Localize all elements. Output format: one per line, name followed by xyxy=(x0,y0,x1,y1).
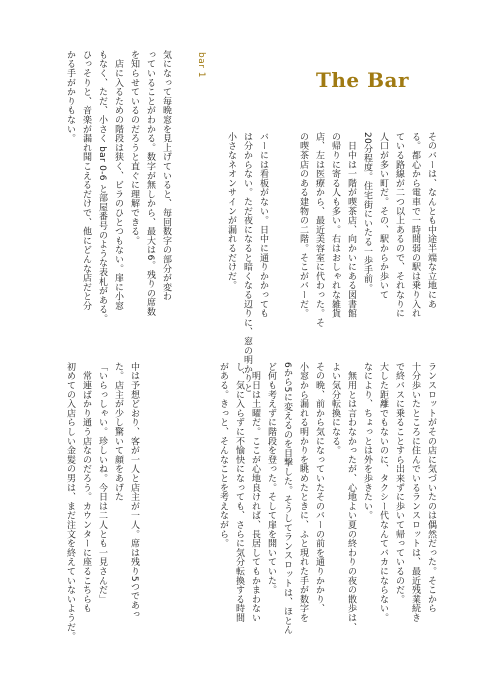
text-line: ひっそりと、音楽が漏れ聞こえるだけで、他にどんな店だと分 xyxy=(81,50,91,311)
text-line: っていることがわかる。数字が無しから、最大は6。残りの席数 xyxy=(145,50,155,317)
text-line: 明日は土曜だ。ここが心地良ければ、長居してもかまわない xyxy=(250,362,260,623)
text-line: 気になって毎晩窓を見上げていると、毎回数字の部分が変わ xyxy=(161,50,171,302)
text-line: の帰りに寄る人も多い。右はおしゃれな雑貨 xyxy=(330,132,340,318)
text-line: を知らせているのだろうと直ぐに理解できる。 xyxy=(129,50,139,246)
text-line: 小さなネオンサインが漏れるだけだ。 xyxy=(226,132,236,291)
text-line: もなく、ただ、小さく bar 0-6 と部屋番号のような表札がある。 xyxy=(97,50,107,324)
page-title: The Bar xyxy=(316,68,410,92)
text-line: た。店主が少し驚いて顔をあげた xyxy=(113,362,123,502)
text-line: なにより、ちょっとは外を歩きたい。 xyxy=(362,362,372,521)
text-line: よい気分転換になる。 xyxy=(330,362,340,455)
text-line: 6から5に変えるのを目撃した。そうしてランスロットは、ほとん xyxy=(282,362,292,635)
text-block-upper-middle xyxy=(223,132,271,393)
text-line: る。都心から電車で一時間弱の駅は乗り入れ xyxy=(410,132,420,318)
text-line: は分からない。ただ夜になると暗くなる辺りに、窓の明かりと xyxy=(242,132,252,393)
text-line: 初めての入店らしい金髪の男は、まだ注文を終えていないようだ。 xyxy=(65,362,75,641)
text-line: し、気に入らずに不愉快になっても、さらに気分転換する時間 xyxy=(234,362,244,623)
text-line: バーには看板がない。日中に通りかかっても xyxy=(258,132,268,318)
text-line: 中は予想どおり、客が一人と店主が一人。席は残り5つであっ xyxy=(129,362,139,620)
text-line: ど何も考えずに階段を登った。そして扉を開いていた。 xyxy=(266,362,276,595)
text-block-upper-left xyxy=(62,50,174,324)
text-line: 店、左は医療から、最近美容室に代わった。そ xyxy=(314,132,324,328)
text-block-lower-left xyxy=(62,362,142,658)
text-line: 人口が多い町だ。その、駅からか歩いて xyxy=(378,132,388,300)
text-line: 「いらっしゃい。珍しいね。今日は二人とも一見さんだ」 xyxy=(97,362,107,604)
text-line: 常連ばかり通う店なのだろう。カウンターに座るこちらも xyxy=(81,362,91,614)
text-line: 小窓から漏れる明かりを眺めたときに、ふと現れた手が数字を xyxy=(298,362,308,623)
text-block-lower-right xyxy=(215,362,439,658)
text-line: その晩、前から気になっていたそのバーの前を通りかかり、 xyxy=(314,362,324,614)
section-label: bar 1 xyxy=(196,52,206,79)
text-line: かる手がかりもない。 xyxy=(65,50,75,143)
text-line: で終バスに乗ることすら出来ずに歩いて帰っているのだ。 xyxy=(394,362,404,604)
text-line: 無用とは言わなかったが、心地よい夏の終わりの夜の散歩は、 xyxy=(346,362,356,632)
text-line: 日中は一階が喫茶店、向かいにある図書館 xyxy=(346,132,356,318)
text-line: の喫茶店のある建物の二階。そこがバーだ。 xyxy=(298,132,308,318)
text-line: 20分程度。住宅街にいたる一歩手前。 xyxy=(362,132,372,293)
text-line: ランスロットがその店に気づいたのは偶然だった。そこから xyxy=(426,362,436,614)
text-line: 十分歩いたところに住んでいるランスロットは、最近残業続き xyxy=(410,362,420,623)
text-line: ている路線が二つ以上あるので、それなりに xyxy=(394,132,404,318)
text-line: そのバーは、なんとも中途半端な立地にあ xyxy=(426,132,436,309)
text-block-upper-right xyxy=(295,132,439,354)
text-line: 大した距離でもないのに、タクシー代なんてバカにならない。 xyxy=(378,362,388,623)
text-line: 店に入るための階段は狭く、ビラのひとつもない。扉に小窓 xyxy=(113,50,123,311)
text-line: がある。きっと、そんなことを考えながら。 xyxy=(218,362,228,548)
